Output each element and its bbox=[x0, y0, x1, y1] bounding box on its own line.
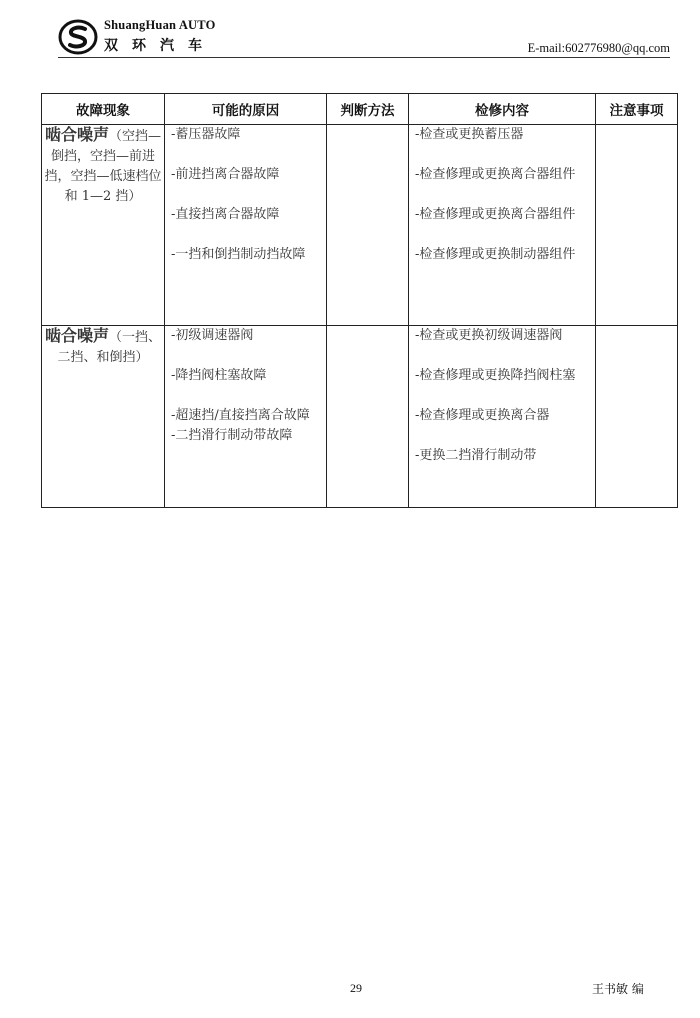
symptom-main: 啮合噪声 bbox=[44, 125, 109, 144]
table-row bbox=[42, 326, 678, 508]
header-symptom: 故障现象 bbox=[42, 94, 165, 125]
notes-cell bbox=[596, 125, 678, 326]
notes-cell bbox=[596, 326, 678, 508]
header-causes: 可能的原因 bbox=[165, 94, 327, 125]
repair-cell bbox=[409, 125, 596, 326]
repair-item: -检查或更换蓄压器 bbox=[415, 127, 524, 142]
cause-item: -二挡滑行制动带故障 bbox=[171, 428, 293, 443]
brand-name-en: ShuangHuan AUTO bbox=[104, 18, 216, 32]
repair-cell bbox=[409, 326, 596, 508]
header-email: E-mail:602776980@qq.com bbox=[527, 41, 670, 55]
causes-cell bbox=[165, 326, 327, 508]
header-method: 判断方法 bbox=[327, 94, 409, 125]
header-repair: 检修内容 bbox=[409, 94, 596, 125]
repair-item: -检查修理或更换离合器组件 bbox=[415, 207, 576, 222]
repair-item: -检查或更换初级调速器阀 bbox=[415, 328, 563, 343]
table-header-row bbox=[42, 94, 678, 125]
fault-table bbox=[41, 93, 678, 508]
brand-name-cn: 双环汽车 bbox=[104, 38, 216, 54]
repair-item: -检查修理或更换制动器组件 bbox=[415, 247, 576, 262]
symptom-cell bbox=[42, 326, 165, 508]
table-row bbox=[42, 125, 678, 326]
shuanghuan-logo-icon bbox=[58, 17, 98, 57]
header-notes: 注意事项 bbox=[596, 94, 678, 125]
cause-item: -一挡和倒挡制动挡故障 bbox=[171, 247, 306, 262]
editor-credit: 王书敏 编 bbox=[592, 982, 644, 996]
repair-item: -检查修理或更换离合器 bbox=[415, 408, 550, 423]
cause-item: -降挡阀柱塞故障 bbox=[171, 368, 267, 383]
repair-item: -更换二挡滑行制动带 bbox=[415, 448, 537, 463]
cause-item: -蓄压器故障 bbox=[171, 127, 241, 142]
symptom-detail: （空挡—倒挡，空挡—前进挡，空挡—低速档位和 1—2 挡） bbox=[44, 129, 162, 204]
cause-item: -直接挡离合器故障 bbox=[171, 207, 280, 222]
symptom-main: 啮合噪声 bbox=[44, 326, 109, 345]
symptom-detail: （一挡、二挡、和倒挡） bbox=[57, 330, 162, 365]
cause-item: -初级调速器阀 bbox=[171, 328, 254, 343]
cause-item: -超速挡/直接挡离合故障 bbox=[171, 408, 310, 423]
header-divider bbox=[58, 57, 670, 58]
page-number: 29 bbox=[350, 981, 362, 995]
repair-item: -检查修理或更换降挡阀柱塞 bbox=[415, 368, 576, 383]
causes-cell bbox=[165, 125, 327, 326]
method-cell bbox=[327, 326, 409, 508]
cause-item: -前进挡离合器故障 bbox=[171, 167, 280, 182]
symptom-cell bbox=[42, 125, 165, 326]
repair-item: -检查修理或更换离合器组件 bbox=[415, 167, 576, 182]
method-cell bbox=[327, 125, 409, 326]
